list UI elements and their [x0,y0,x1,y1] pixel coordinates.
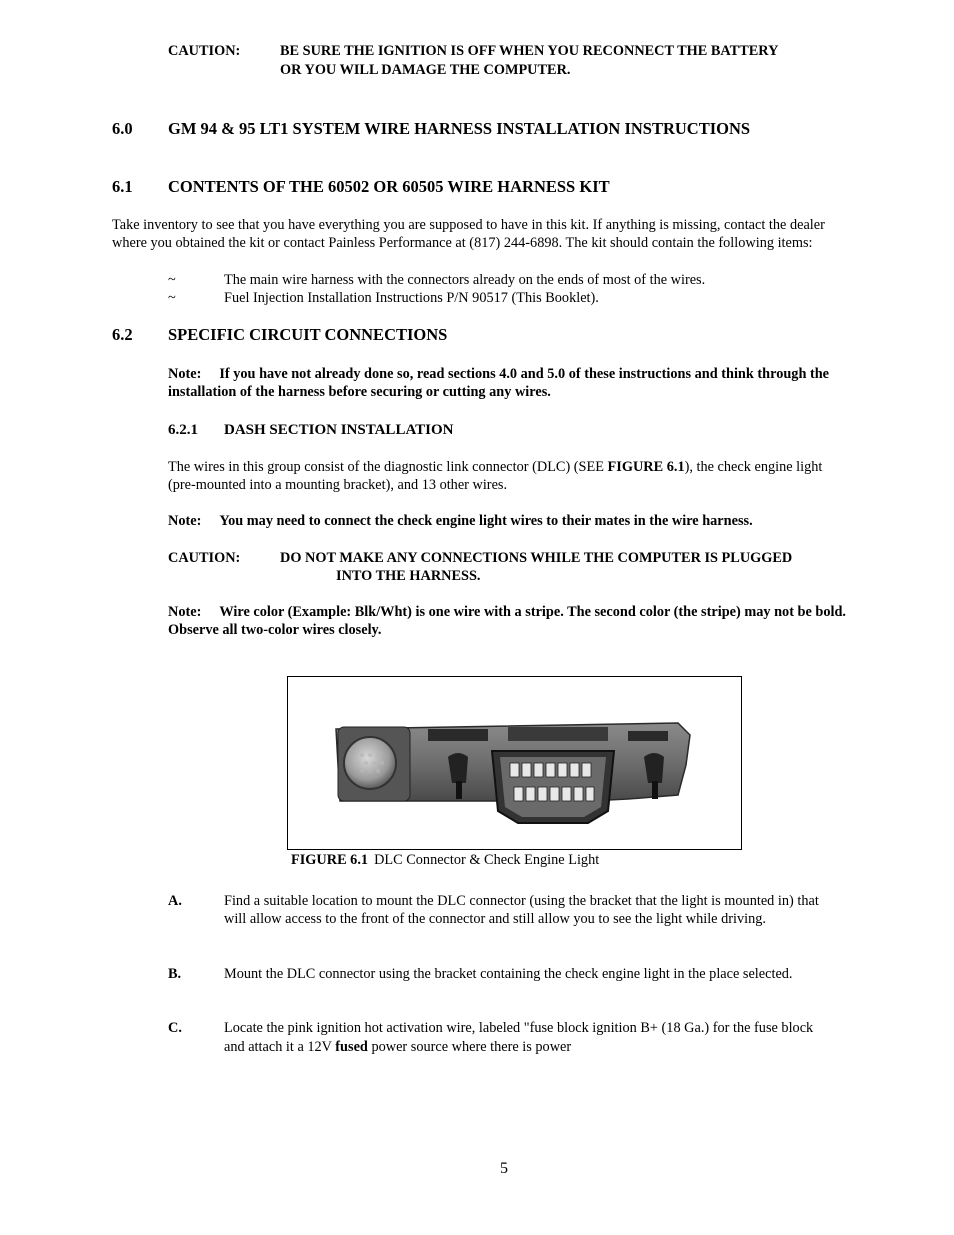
section-6-0-title: GM 94 & 95 LT1 SYSTEM WIRE HARNESS INSTALLATION INSTRUCTIONS [168,119,751,138]
paragraph-text: ), the check engine light (pre-mounted into a mounting bracket), and 13 other wires. [168,459,823,494]
figure-frame [287,676,742,850]
figure-label: FIGURE 6.1 [291,852,369,868]
section-6-0-number: 6.0 [112,119,133,138]
figure-reference: FIGURE 6.1 [607,459,685,475]
section-6-1-number: 6.1 [112,177,133,196]
caution-text-line1: DO NOT MAKE ANY CONNECTIONS WHILE THE COMPUTER IS PLUGGED [280,550,793,566]
step-text-b: Mount the DLC connector using the bracket containing the check engine light in the place selected. [224,966,793,982]
section-6-2-1-title: DASH SECTION INSTALLATION [224,422,454,438]
note-read-sections [168,365,848,402]
caution-text-line1: BE SURE THE IGNITION IS OFF WHEN YOU RECONNECT THE BATTERY [280,43,779,59]
step-text-c [224,1019,836,1057]
note-text: If you have not already done so, read sections 4.0 and 5.0 of these instructions and think through the installation of the harness before securing or cutting any wires. [168,366,830,401]
figure-caption-text: DLC Connector & Check Engine Light [374,852,600,868]
note-wire-color [168,603,848,640]
list-bullet: ~ [168,290,176,306]
dlc-connector-photo [288,677,741,849]
step-emphasis: fused [335,1039,368,1055]
list-item: The main wire harness with the connectors already on the ends of most of the wires. [224,272,706,288]
figure-caption [291,851,599,869]
step-text: power source where there is power [367,1039,572,1055]
step-letter-b: B. [168,966,182,982]
note-text: Wire color (Example: Blk/Wht) is one wire with a stripe. The second color (the stripe) may not be bold. Observe all two-color wires closely. [168,604,847,639]
note-label: Note: [168,366,202,382]
page-number: 5 [500,1160,508,1177]
note-text: You may need to connect the check engine light wires to their mates in the wire harness. [219,513,753,529]
note-label: Note: [168,513,202,529]
caution-label: CAUTION: [168,43,241,59]
section-6-1-title: CONTENTS OF THE 60502 OR 60505 WIRE HARNESS KIT [168,177,610,196]
dash-group-paragraph [168,458,848,495]
paragraph-text: The wires in this group consist of the diagnostic link connector (DLC) (SEE [168,459,608,475]
section-6-2-number: 6.2 [112,325,133,344]
step-text: Locate the pink ignition hot activation wire, labeled "fuse block ignition B+ (18 Ga.) for the fuse block and attach it a 12V [224,1020,814,1055]
caution-text-line2: INTO THE HARNESS. [336,568,481,584]
caution-text-line2: OR YOU WILL DAMAGE THE COMPUTER. [280,62,571,78]
list-bullet: ~ [168,272,176,288]
note-label: Note: [168,604,202,620]
step-text-a: Find a suitable location to mount the DLC connector (using the bracket that the light is mounted in) that will allow access to the front of the connector and still allow you to see the light while driving. [224,893,819,928]
section-6-2-1-number: 6.2.1 [168,422,198,438]
section-6-2-title: SPECIFIC CIRCUIT CONNECTIONS [168,325,448,344]
step-letter-a: A. [168,893,182,909]
step-letter-c: C. [168,1020,182,1036]
caution-label: CAUTION: [168,550,241,566]
list-item: Fuel Injection Installation Instructions P/N 90517 (This Booklet). [224,290,599,306]
note-check-engine [168,512,848,530]
kit-inventory-paragraph: Take inventory to see that you have everything you are supposed to have in this kit. If anything is missing, contact the dealer where you obtained the kit or contact Painless Performance at (817) 244-6898. The kit should contain the following items: [112,217,825,252]
